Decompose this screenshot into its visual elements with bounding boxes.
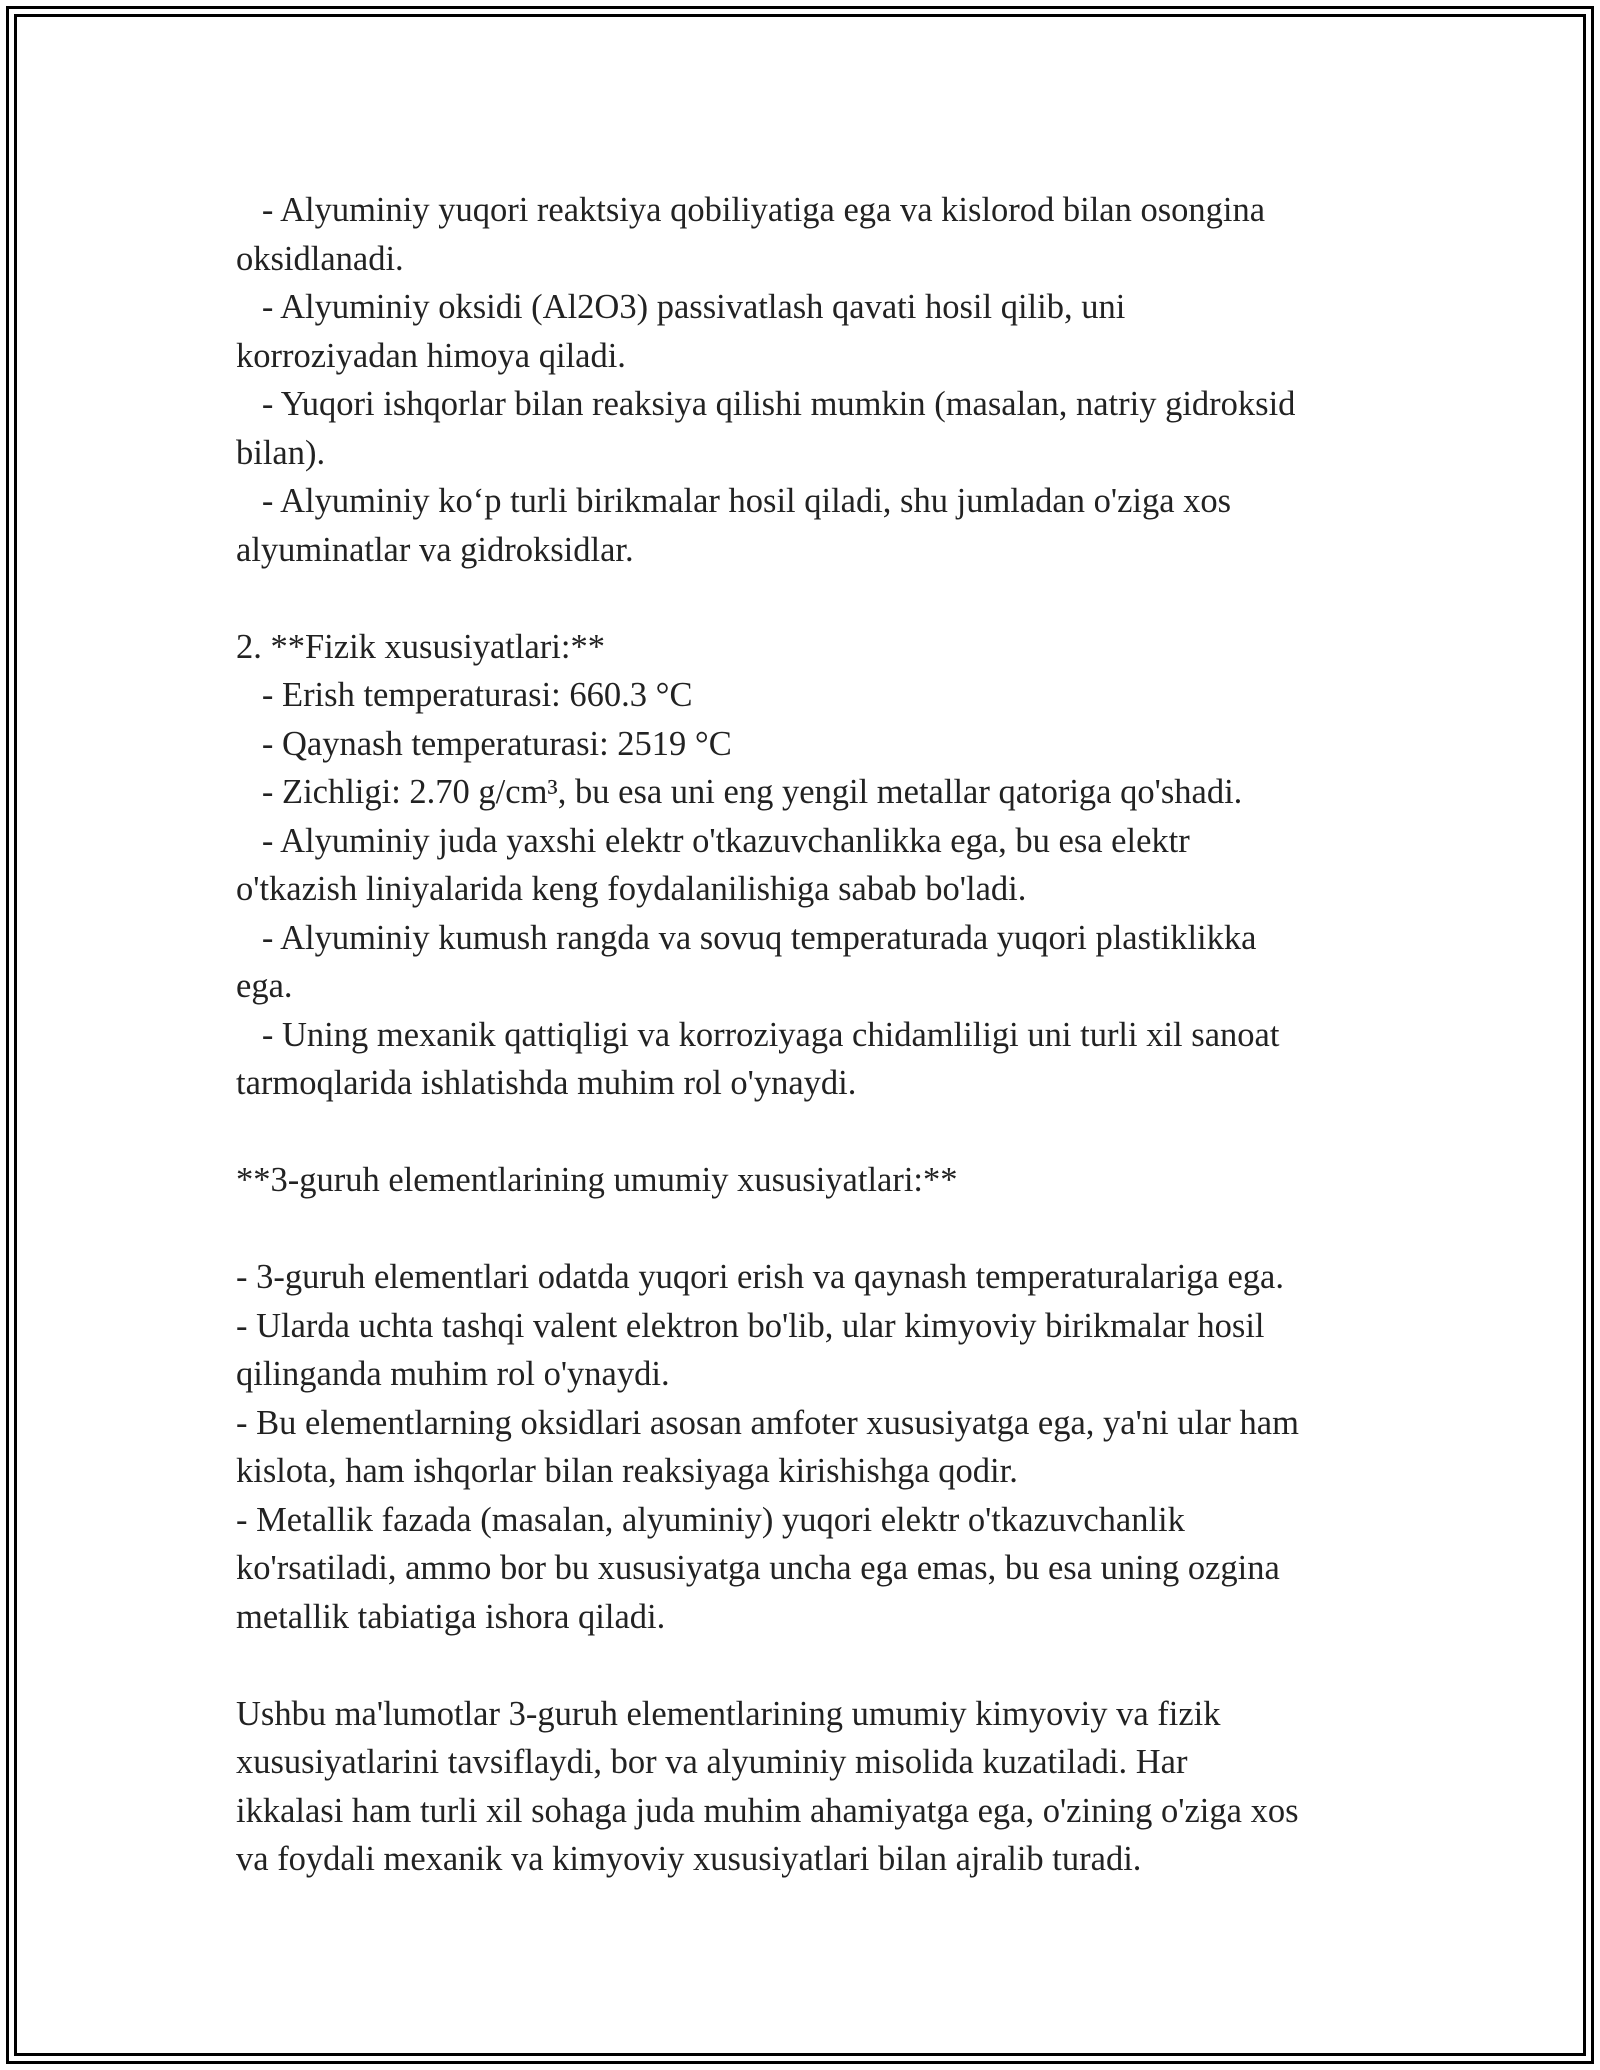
- document-body: [236, 186, 1386, 1884]
- list-item-text-continued: korroziyadan himoya qiladi.: [236, 336, 626, 375]
- chemical-properties-list: [236, 186, 1386, 574]
- paragraph-line: va foydali mexanik va kimyoviy xususiyatlari bilan ajralib turadi.: [236, 1840, 1142, 1878]
- list-item-text-continued: kislota, ham ishqorlar bilan reaksiyaga kirishishga qodir.: [236, 1452, 1018, 1490]
- paragraph-line: ikkalasi ham turli xil sohaga juda muhim ahamiyatga ega, o'zining o'ziga xos: [236, 1791, 1299, 1830]
- paragraph-line: xususiyatlarini tavsiflaydi, bor va alyuminiy misolida kuzatiladi. Har: [236, 1743, 1188, 1781]
- list-item-text-continued: tarmoqlarida ishlatishda muhim rol o'ynaydi.: [236, 1064, 857, 1102]
- list-item-text: - Alyuminiy juda yaxshi elektr o'tkazuvchanlikka ega, bu esa elektr: [236, 821, 1190, 860]
- list-item-text-continued: oksidlanadi.: [236, 239, 404, 278]
- list-item-text: - Alyuminiy kumush rangda va sovuq temperaturada yuqori plastiklikka: [236, 918, 1257, 957]
- list-item-text-continued: metallik tabiatiga ishora qiladi.: [236, 1597, 666, 1636]
- general-properties-list: [236, 1253, 1386, 1641]
- list-item: - Zichligi: 2.70 g/cm³, bu esa uni eng yengil metallar qatoriga qo'shadi.: [236, 773, 1243, 811]
- list-item: [236, 186, 1386, 283]
- list-item-text: - Alyuminiy yuqori reaktsiya qobiliyatiga ega va kislorod bilan osongina: [236, 191, 1266, 229]
- section-heading: 2. **Fizik xususiyatlari:**: [236, 627, 605, 666]
- list-item-text-continued: alyuminatlar va gidroksidlar.: [236, 530, 634, 569]
- list-item: - 3-guruh elementlari odatda yuqori erish va qaynash temperaturalariga ega.: [236, 1258, 1284, 1296]
- list-item-text-continued: ega.: [236, 967, 293, 1005]
- list-item-text-continued: bilan).: [236, 433, 326, 472]
- list-item: [236, 380, 1386, 477]
- paragraph-line: Ushbu ma'lumotlar 3-guruh elementlarining umumiy kimyoviy va fizik: [236, 1694, 1221, 1733]
- list-item-text-continued: ko'rsatiladi, ammo bor bu xususiyatga uncha ega emas, bu esa uning ozgina: [236, 1549, 1280, 1587]
- list-item: [236, 914, 1386, 1011]
- paragraph-spacer: [236, 1205, 1386, 1254]
- list-item-text-continued: qilinganda muhim rol o'ynaydi.: [236, 1355, 670, 1393]
- list-item: - Bu elementlarning oksidlari asosan amfoter xususiyatga ega, ya'ni ular ham: [236, 1403, 1299, 1442]
- list-item: - Qaynash temperaturasi: 2519 °C: [236, 724, 732, 763]
- list-item-text: - Alyuminiy oksidi (Al2O3) passivatlash qavati hosil qilib, uni: [236, 288, 1126, 326]
- list-item: [236, 817, 1386, 914]
- section-heading: **3-guruh elementlarining umumiy xususiyatlari:**: [236, 1161, 958, 1199]
- conclusion-paragraph: [236, 1690, 1386, 1884]
- list-item-text: - Uning mexanik qattiqligi va korroziyaga chidamliligi uni turli xil sanoat: [236, 1015, 1280, 1054]
- paragraph-spacer: [236, 574, 1386, 623]
- list-item-text: - Yuqori ishqorlar bilan reaksiya qilishi mumkin (masalan, natriy gidroksid: [236, 385, 1296, 423]
- list-item: [236, 283, 1386, 380]
- paragraph-spacer: [236, 1641, 1386, 1690]
- list-item-text-continued: o'tkazish liniyalarida keng foydalanilishiga sabab bo'ladi.: [236, 870, 1027, 908]
- physical-properties-section: [236, 623, 1386, 1108]
- list-item: [236, 477, 1386, 574]
- list-item: - Erish temperaturasi: 660.3 °C: [236, 676, 693, 714]
- list-item: - Ularda uchta tashqi valent elektron bo'lib, ular kimyoviy birikmalar hosil: [236, 1306, 1265, 1345]
- paragraph-spacer: [236, 1108, 1386, 1157]
- list-item: [236, 1011, 1386, 1108]
- list-item-text: - Alyuminiy ko‘p turli birikmalar hosil qiladi, shu jumladan o'ziga xos: [236, 482, 1232, 520]
- list-item: - Metallik fazada (masalan, alyuminiy) yuqori elektr o'tkazuvchanlik: [236, 1500, 1185, 1539]
